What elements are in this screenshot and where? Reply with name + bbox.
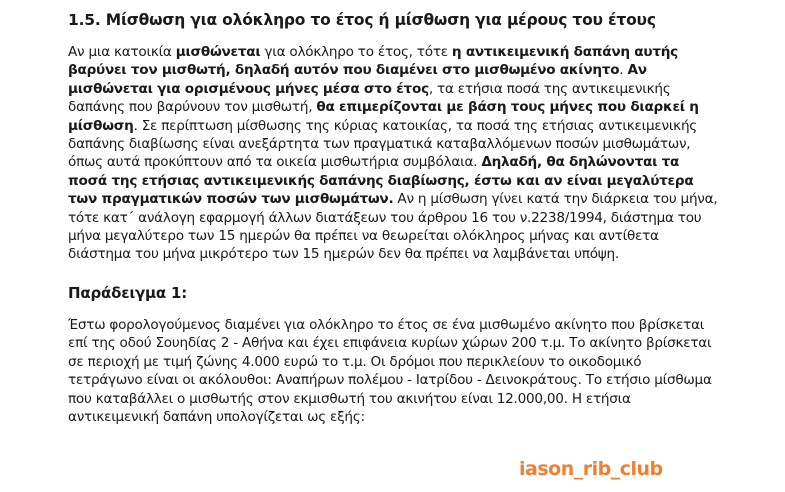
paragraph-example-1 bbox=[68, 316, 718, 426]
watermark-text: iason_rib_club bbox=[519, 458, 663, 480]
text-segment: Αν μισθώνεται για ορισμένους μήνες μέσα στο έτος bbox=[68, 62, 647, 97]
text-segment: για ολόκληρο το έτος, τότε bbox=[260, 44, 452, 60]
text-segment: . Σε περίπτωση μίσθωσης της κύριας κατοικίας, τα ποσά της ετήσιας αντικειμενικής δαπάνης διαβίωσης είναι ανεξάρτητα των πραγματικά καταβαλλόμενων ποσών μισθωμάτων, όπως αυτά προκύπτουν από τα οικεία μισθωτήρια συμβόλαια. bbox=[68, 117, 698, 171]
text-segment: Αν μια κατοικία bbox=[68, 44, 176, 60]
text-segment: , τα ετήσια ποσά της αντικειμενικής δαπάνης που βαρύνουν τον μισθωτή, bbox=[68, 80, 671, 116]
text-segment: Αν η μίσθωση γίνει κατά την διάρκεια του μήνα, τότε κατ΄ ανάλογη εφαρμογή άλλων διατάξεων του άρθρου 16 του ν.2238/1994, διάστημα του μήνα μεγαλύτερο των 15 ημερών θα πρέπει να θεωρείται ολόκληρος μήνας και αντίθετα διάστημα του μήνα μικρότερο των 15 ημερών δεν θα πρέπει να λαμβάνεται υπόψη. bbox=[68, 191, 718, 263]
text-segment: μισθώνεται bbox=[175, 44, 261, 60]
example-heading: Παράδειγμα 1: bbox=[68, 283, 188, 302]
paragraph-lease-rules bbox=[68, 43, 718, 264]
text-segment: Έστω φορολογούμενος διαμένει για ολόκληρο το έτος σε ένα μισθωμένο ακίνητο που βρίσκεται επί της οδού Σουηδίας 2 - Αθήνα και έχει επιφάνεια κυρίων χώρων 200 τ.μ. Το ακίνητο βρίσκεται σε περιοχή με τιμή ζώνης 4.000 ευρώ το τ.μ. Οι δρόμοι που περικλείουν το οικοδομικό τετράγωνο είναι οι ακόλουθοι: Αναπήρων πολέμου - Ιατρίδου - Δεινοκράτους. Το ετήσιο μίσθωμα που καταβάλλει ο μισθωτής στον εκμισθωτή του ακινήτου είναι 12.000,00. Η ετήσια αντικειμενική δαπάνη υπολογίζεται ως εξής: bbox=[68, 316, 712, 425]
text-segment: θα επιμερίζονται με βάση τους μήνες που διαρκεί η μίσθωση bbox=[68, 99, 699, 134]
text-segment: η αντικειμενική δαπάνη αυτής βαρύνει τον μισθωτή, δηλαδή αυτόν που διαμένει στο μισθωμένο ακίνητο bbox=[68, 44, 678, 79]
text-segment: Δηλαδή, θα δηλώνονται τα ποσά της ετήσιας αντικειμενικής δαπάνης διαβίωσης, έστω και αν είναι μεγαλύτερα των πραγματικών ποσών των μισθωμάτων. bbox=[68, 154, 694, 208]
section-heading: 1.5. Μίσθωση για ολόκληρο το έτος ή μίσθωση για μέρους του έτους bbox=[68, 11, 656, 29]
text-segment: . bbox=[619, 62, 628, 79]
document-body bbox=[68, 6, 718, 426]
